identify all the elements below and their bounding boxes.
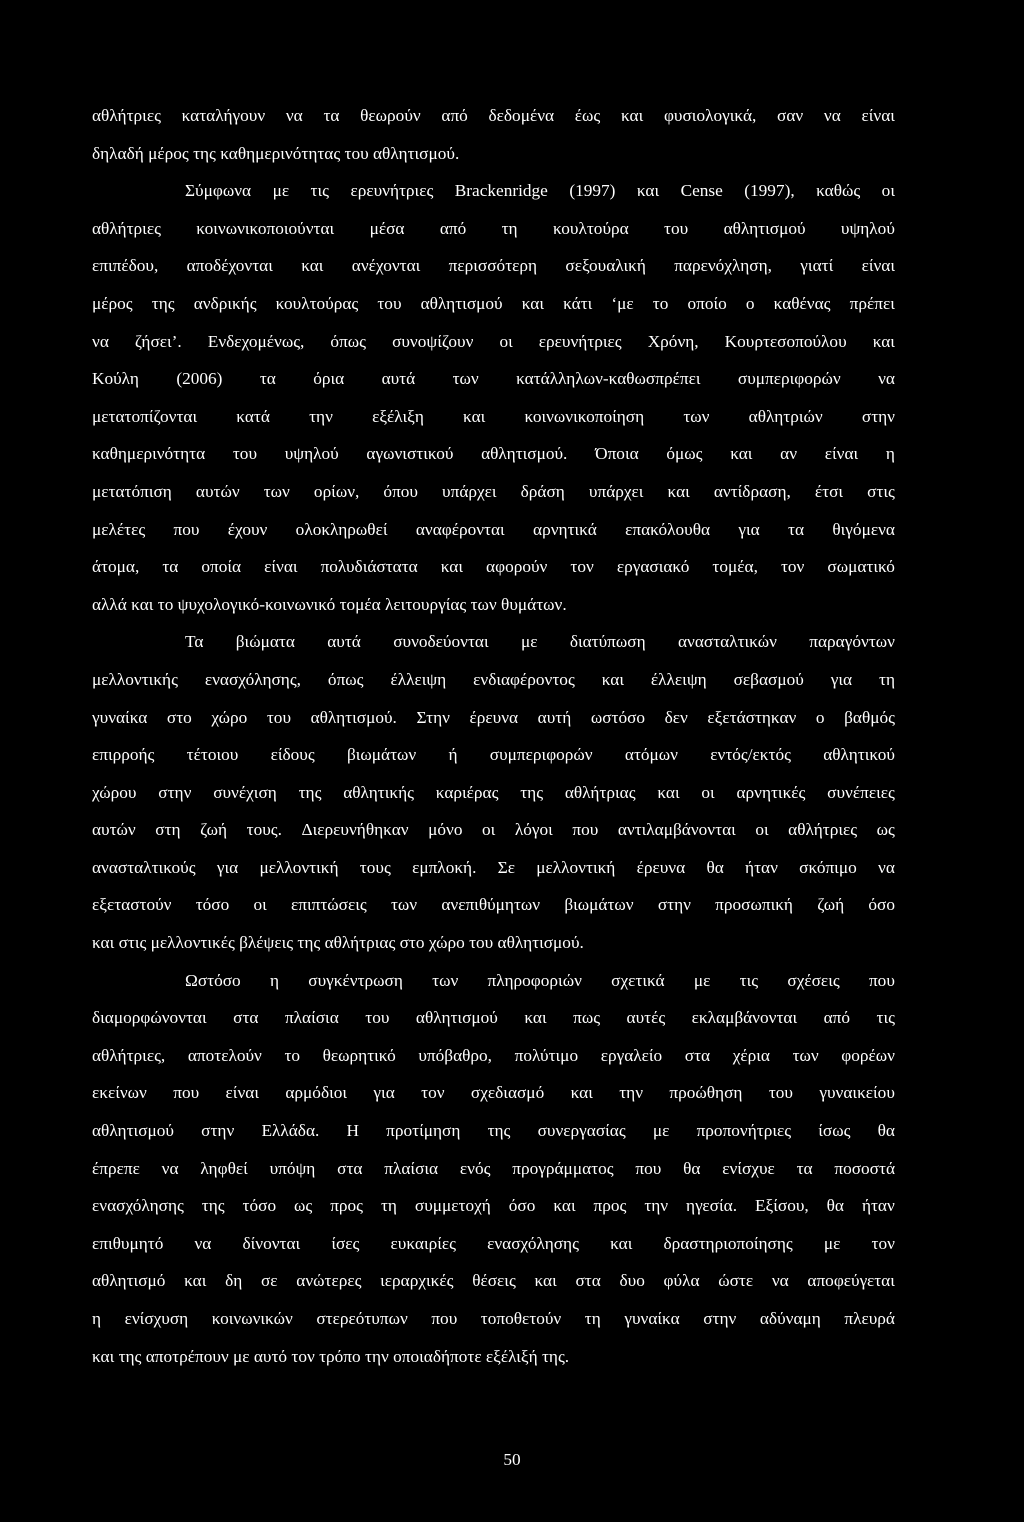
text-line: μελέτες που έχουν ολοκληρωθεί αναφέρονται αρνητικά επακόλουθα για τα θιγόμενα (92, 519, 895, 539)
text-line: μελλοντικής ενασχόλησης, όπως έλλειψη ενδιαφέροντος και έλλειψη σεβασμού για τη (92, 669, 895, 689)
text-line: και της αποτρέπουν με αυτό τον τρόπο την οποιαδήποτε εξέλιξή της. (92, 1346, 570, 1366)
text-line: Ωστόσο η συγκέντρωση των πληροφοριών σχετικά με τις σχέσεις που (185, 970, 895, 990)
text-line: Τα βιώματα αυτά συνοδεύονται με διατύπωση ανασταλτικών παραγόντων (185, 632, 895, 652)
text-line: αθλητισμό και δη σε ανώτερες ιεραρχικές θέσεις και στα δυο φύλα ώστε να αποφεύγεται (92, 1271, 895, 1291)
text-line: εξεταστούν τόσο οι επιπτώσεις των ανεπιθύμητων βιωμάτων στην προσωπική ζωή όσο (92, 895, 895, 915)
text-line: μέρος της ανδρικής κουλτούρας του αθλητισμού και κάτι ‘με το οποίο ο καθένας πρέπει (92, 293, 895, 313)
text-line: Κούλη (2006) τα όρια αυτά των κατάλληλων-καθωσπρέπει συμπεριφορών να (92, 369, 895, 389)
text-line: αθλήτριες κοινωνικοποιούνται μέσα από τη κουλτούρα του αθλητισμού υψηλού (92, 218, 895, 238)
text-line: αλλά και το ψυχολογικό-κοινωνικό τομέα λειτουργίας των θυμάτων. (92, 594, 567, 614)
text-line: γυναίκα στο χώρο του αθλητισμού. Στην έρευνα αυτή ωστόσο δεν εξετάστηκαν ο βαθμός (92, 707, 895, 727)
text-line: αθλήτριες καταλήγουν να τα θεωρούν από δεδομένα έως και φυσιολογικά, σαν να είναι (92, 106, 895, 125)
text-line: Σύμφωνα με τις ερευνήτριες Brackenridge (1997) και Cense (1997), καθώς οι (185, 181, 895, 201)
text-line: μετατοπίζονται κατά την εξέλιξη και κοινωνικοποίηση των αθλητριών στην (92, 406, 895, 426)
page-number: 50 (503, 1450, 521, 1469)
text-line: καθημερινότητα του υψηλού αγωνιστικού αθλητισμού. Όποια όμως και αν είναι η (92, 444, 895, 464)
text-line: ανασταλτικούς για μελλοντική τους εμπλοκή. Σε μελλοντική έρευνα θα ήταν σκόπιμο να (92, 857, 895, 877)
text-line: επιπέδου, αποδέχονται και ανέχονται περισσότερη σεξουαλική παρενόχληση, γιατί είναι (92, 256, 895, 276)
text-line: αθλήτριες, αποτελούν το θεωρητικό υπόβαθρο, πολύτιμο εργαλείο στα χέρια των φορέων (92, 1045, 895, 1065)
text-line: διαμορφώνονται στα πλαίσια του αθλητισμού και πως αυτές εκλαμβάνονται από τις (92, 1008, 895, 1028)
document-body (92, 97, 895, 1375)
text-line: χώρου στην συνέχιση της αθλητικής καριέρας της αθλήτριας και οι αρνητικές συνέπειες (92, 782, 895, 802)
text-line: η ενίσχυση κοινωνικών στερεότυπων που τοποθετούν τη γυναίκα στην αδύναμη πλευρά (92, 1309, 895, 1328)
text-line: αυτών στη ζωή τους. Διερευνήθηκαν μόνο οι λόγοι που αντιλαμβάνονται οι αθλήτριες ως (92, 820, 895, 840)
text-line: και στις μελλοντικές βλέψεις της αθλήτριας στο χώρο του αθλητισμού. (92, 933, 584, 953)
text-line: επιρροής τέτοιου είδους βιωμάτων ή συμπεριφορών ατόμων εντός/εκτός αθλητικού (92, 745, 895, 765)
text-line: έπρεπε να ληφθεί υπόψη στα πλαίσια ενός προγράμματος που θα ενίσχυε τα ποσοστά (92, 1158, 895, 1178)
text-line: άτομα, τα οποία είναι πολυδιάστατα και αφορούν τον εργασιακό τομέα, τον σωματικό (92, 557, 895, 577)
text-line: μετατόπιση αυτών των ορίων, όπου υπάρχει δράση υπάρχει και αντίδραση, έτσι στις (92, 481, 895, 501)
text-line: να ζήσει’. Ενδεχομένως, όπως συνοψίζουν οι ερευνήτριες Χρόνη, Κουρτεσοπούλου και (92, 331, 895, 351)
text-line: δηλαδή μέρος της καθημερινότητας του αθλητισμού. (92, 143, 460, 163)
text-line: ενασχόλησης της τόσο ως προς τη συμμετοχή όσο και προς την ηγεσία. Εξίσου, θα ήταν (92, 1196, 895, 1216)
text-line: αθλητισμού στην Ελλάδα. Η προτίμηση της συνεργασίας με προπονήτριες ίσως θα (92, 1121, 895, 1141)
text-line: επιθυμητό να δίνονται ίσες ευκαιρίες ενασχόλησης και δραστηριοποίησης με τον (92, 1233, 895, 1253)
text-line: εκείνων που είναι αρμόδιοι για τον σχεδιασμό και την προώθηση του γυναικείου (92, 1083, 895, 1103)
